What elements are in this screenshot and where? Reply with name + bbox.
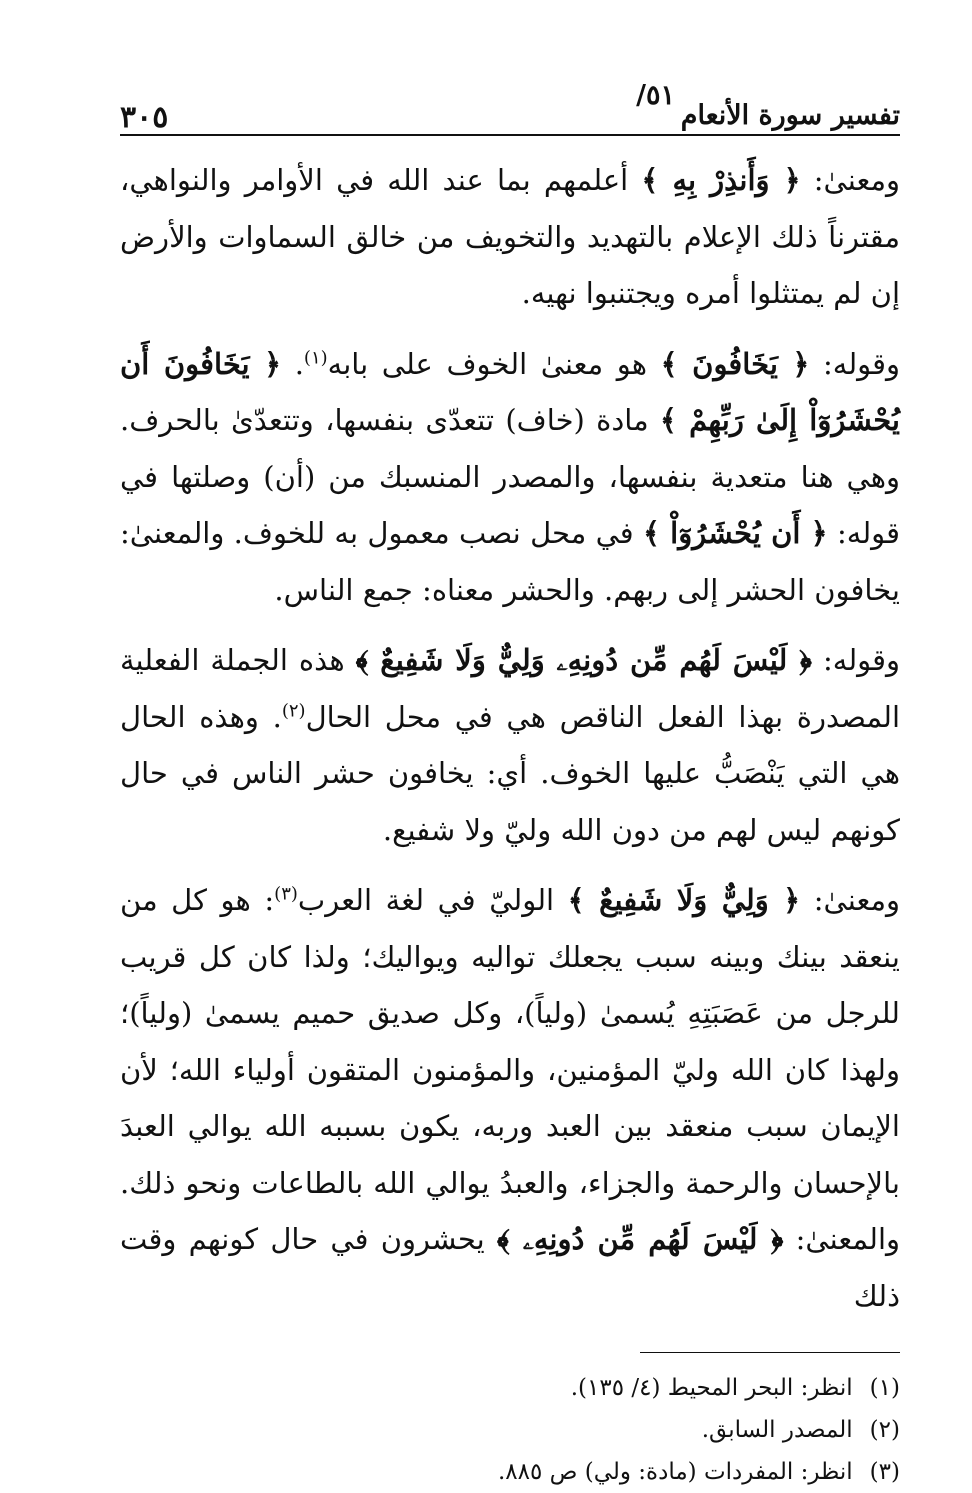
paragraph-text: . وهذه الحال هي التي يَنْصَبُّ عليها الخوف. أي: يخافون حشر الناس في حال كونهم ليس لهم من دون الله وليّ ولا شفيع. — [120, 699, 900, 847]
paragraph-text: في محل نصب معمول به للخوف. والمعنىٰ: يخافون الحشر إلى ربهم. والحشر معناه: جمع الناس. — [120, 516, 900, 607]
paragraph-text: ومعنىٰ: — [800, 163, 900, 197]
footnote-1 — [120, 1367, 900, 1409]
quran-quote: ﴿ لَيْسَ لَهُم مِّن دُونِهِۦ وَلِيٌّ وَلَا شَفِيعٌ ﴾ — [355, 643, 813, 677]
quran-quote: ﴿ أَن يُحْشَرُوٓاْ ﴾ — [642, 516, 828, 550]
quran-quote: ﴿ وَأَنذِرْ بِهِ ﴾ — [641, 163, 801, 197]
footnote-ref: (١) — [303, 346, 328, 368]
footnote-number: (٢) — [869, 1417, 900, 1443]
paragraph-text: مادة (خاف) تتعدّى بنفسها، وتتعدّىٰ بالحرف. وهي هنا متعدية بنفسها، والمصدر المنسبك من (أن) وصلتها في قوله: — [120, 403, 900, 550]
paragraph-4 — [120, 872, 900, 1324]
footnote-ref: (٣) — [274, 883, 298, 905]
quran-quote: ﴿ وَلِيٌّ وَلَا شَفِيعٌ ﴾ — [567, 883, 801, 917]
paragraph-text: : هو كل من ينعقد بينك وبينه سبب يجعلك تواليه ويواليك؛ ولذا كان كل قريب للرجل من عَصَبَتِهِ يُسمىٰ (ولياً)، وكل صديق حميم يسمىٰ (ولياً)؛ ولهذا كان الله وليّ المؤمنين، والمؤمنون المتقون أولياء الله؛ لأن الإيمان سبب منعقد بين العبد وربه، يكون بسببه الله يوالي العبدَ بالإحسان والرحمة والجزاء، والعبدُ يوالي الله بالطاعات ونحو ذلك. والمعنىٰ: — [120, 883, 901, 1256]
paragraph-text: هو معنىٰ الخوف على بابه — [327, 346, 661, 381]
chapter-mark: ٥١/ — [636, 80, 675, 111]
paragraph-2 — [120, 336, 900, 619]
paragraph-text: ومعنىٰ: — [800, 883, 900, 917]
quran-quote: ﴿ يَخَافُونَ أَن يُحْشَرُوٓاْ إِلَىٰ رَبِّهِمْ ﴾ — [120, 346, 900, 437]
footnotes — [120, 1367, 900, 1493]
paragraph-text: وقوله: — [809, 346, 900, 381]
footnote-divider — [640, 1352, 900, 1353]
body-text — [120, 152, 900, 1324]
quran-quote: ﴿ يَخَافُونَ ﴾ — [660, 346, 810, 381]
paragraph-text: . — [281, 346, 304, 381]
footnote-3 — [120, 1451, 900, 1493]
footnote-2 — [120, 1409, 900, 1451]
footnote-text: المصدر السابق. — [701, 1417, 853, 1443]
footnote-text: انظر: البحر المحيط (٤/ ١٣٥). — [570, 1375, 853, 1401]
page-number: ٣٠٥ — [120, 100, 169, 135]
paragraph-text: وقوله: — [812, 643, 901, 677]
quran-quote: ﴿ لَيْسَ لَهُم مِّن دُونِهِۦ ﴾ — [496, 1222, 784, 1256]
footnote-text: انظر: المفردات (مادة: ولي) ص ٨٨٥. — [497, 1459, 853, 1485]
book-page — [120, 70, 900, 1493]
paragraph-1 — [120, 152, 900, 322]
paragraph-3 — [120, 632, 900, 858]
footnote-number: (٣) — [869, 1459, 900, 1485]
paragraph-text: هذه الجملة الفعلية المصدرة بهذا الفعل الناقص هي في محل الحال — [120, 643, 901, 734]
footnote-number: (١) — [869, 1375, 900, 1401]
paragraph-text: يحشرون في حال كونهم وقت ذلك — [120, 1222, 900, 1313]
page-header — [120, 70, 900, 136]
paragraph-text: أعلمهم بما عند الله في الأوامر والنواهي، مقترناً ذلك الإعلام بالتهديد والتخويف من خالق السماوات والأرض إن لم يمتثلوا أمره ويجتنبوا نهيه. — [120, 163, 900, 310]
running-title: تفسير سورة الأنعام — [680, 100, 900, 131]
footnote-ref: (٢) — [281, 699, 306, 721]
paragraph-text: الوليّ في لغة العرب — [297, 883, 568, 917]
